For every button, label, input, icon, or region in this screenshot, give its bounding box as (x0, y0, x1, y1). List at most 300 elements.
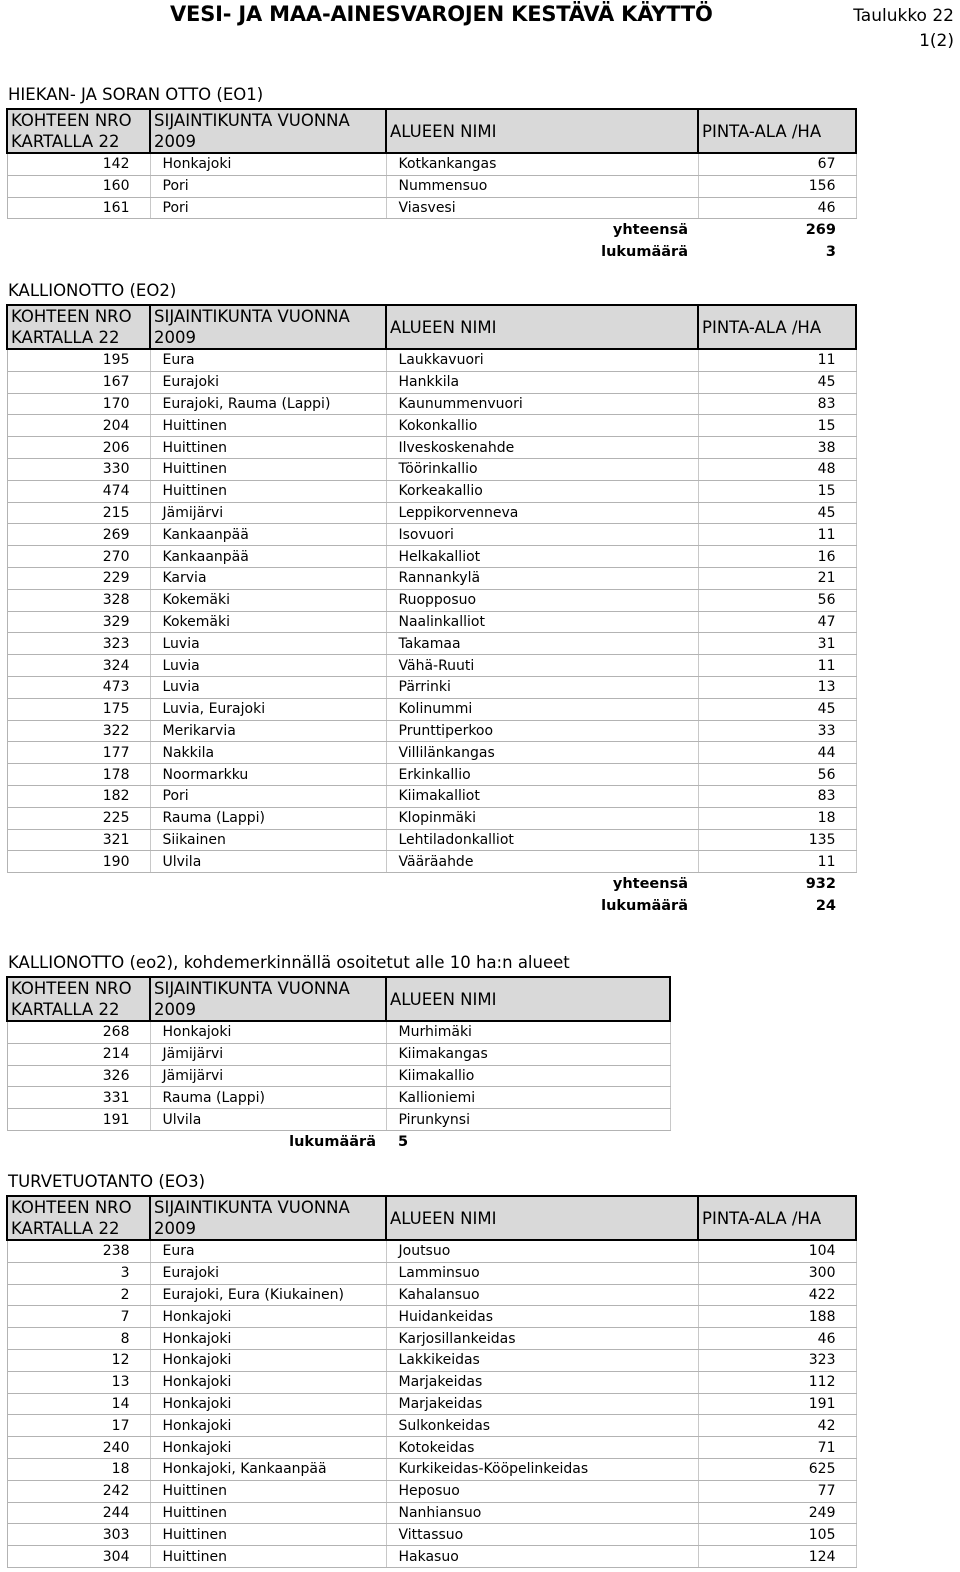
table-row (7, 785, 856, 807)
cell-pinta-ala: 124 (698, 1546, 856, 1568)
count-value: 24 (815, 897, 836, 914)
cell-alueen-nimi: Töörinkallio (386, 458, 698, 480)
header-kohteen-nro-line1: KOHTEEN NRO (11, 1198, 132, 1217)
cell-alueen-nimi: Kaunummenvuori (386, 393, 698, 415)
table-row (7, 349, 856, 371)
header-kohteen-nro (7, 305, 150, 349)
cell-sijaintikunta: Jämijärvi (150, 1043, 386, 1065)
cell-sijaintikunta: Pori (150, 785, 386, 807)
cell-kohteen-nro: 330 (7, 458, 150, 480)
cell-alueen-nimi: Kiimakallio (386, 1065, 670, 1087)
header-kohteen-nro-line1: KOHTEEN NRO (11, 111, 132, 130)
cell-pinta-ala: 191 (698, 1393, 856, 1415)
cell-pinta-ala: 44 (698, 742, 856, 764)
cell-kohteen-nro: 160 (7, 175, 150, 197)
cell-sijaintikunta: Ulvila (150, 851, 386, 873)
table-reference (853, 4, 954, 54)
table-row (7, 1371, 856, 1393)
cell-pinta-ala: 15 (698, 480, 856, 502)
cell-kohteen-nro: 195 (7, 349, 150, 371)
cell-kohteen-nro: 177 (7, 742, 150, 764)
cell-pinta-ala: 18 (698, 807, 856, 829)
header-kohteen-nro-line2: KARTALLA 22 (11, 328, 120, 347)
cell-kohteen-nro: 17 (7, 1415, 150, 1437)
table-eo1 (6, 108, 857, 263)
cell-sijaintikunta: Honkajoki (150, 1306, 386, 1328)
cell-sijaintikunta: Rauma (Lappi) (150, 1087, 386, 1109)
cell-alueen-nimi: Erkinkallio (386, 764, 698, 786)
header-sijaintikunta-line1: SIJAINTIKUNTA VUONNA (154, 979, 350, 998)
cell-sijaintikunta: Huittinen (150, 1524, 386, 1546)
cell-alueen-nimi: Kokonkallio (386, 415, 698, 437)
cell-sijaintikunta: Honkajoki, Kankaanpää (150, 1458, 386, 1480)
table-row (7, 829, 856, 851)
cell-alueen-nimi: Pärrinki (386, 676, 698, 698)
cell-kohteen-nro: 270 (7, 546, 150, 568)
header-sijaintikunta-line2: 2009 (154, 1219, 196, 1238)
cell-pinta-ala: 105 (698, 1524, 856, 1546)
table-row (7, 1240, 856, 1262)
cell-kohteen-nro: 328 (7, 589, 150, 611)
cell-kohteen-nro: 214 (7, 1043, 150, 1065)
cell-kohteen-nro: 474 (7, 480, 150, 502)
cell-kohteen-nro: 142 (7, 153, 150, 175)
cell-sijaintikunta: Kokemäki (150, 611, 386, 633)
table-row (7, 1087, 670, 1109)
cell-alueen-nimi: Kotokeidas (386, 1437, 698, 1459)
cell-sijaintikunta: Pori (150, 175, 386, 197)
table-row (7, 807, 856, 829)
cell-sijaintikunta: Kokemäki (150, 589, 386, 611)
cell-kohteen-nro: 170 (7, 393, 150, 415)
header-pinta-ala: PINTA-ALA /HA (698, 305, 856, 349)
cell-pinta-ala: 300 (698, 1262, 856, 1284)
cell-alueen-nimi: Pirunkynsi (386, 1109, 670, 1131)
table-row (7, 764, 856, 786)
cell-pinta-ala: 21 (698, 567, 856, 589)
cell-alueen-nimi: Lehtiladonkalliot (386, 829, 698, 851)
table-row (7, 480, 856, 502)
cell-kohteen-nro: 167 (7, 371, 150, 393)
document-title: VESI- JA MAA-AINESVAROJEN KESTÄVÄ KÄYTTÖ (170, 2, 713, 26)
table-row (7, 415, 856, 437)
header-sijaintikunta-line1: SIJAINTIKUNTA VUONNA (154, 1198, 350, 1217)
cell-alueen-nimi: Kiimakalliot (386, 785, 698, 807)
cell-pinta-ala: 11 (698, 851, 856, 873)
cell-alueen-nimi: Takamaa (386, 633, 698, 655)
total-label: yhteensä (612, 222, 688, 239)
cell-sijaintikunta: Eurajoki, Eura (Kiukainen) (150, 1284, 386, 1306)
header-pinta-ala: PINTA-ALA /HA (698, 109, 856, 153)
cell-sijaintikunta: Pori (150, 197, 386, 219)
cell-pinta-ala: 31 (698, 633, 856, 655)
cell-sijaintikunta: Honkajoki (150, 153, 386, 175)
cell-sijaintikunta: Merikarvia (150, 720, 386, 742)
cell-alueen-nimi: Helkakalliot (386, 546, 698, 568)
cell-sijaintikunta: Rauma (Lappi) (150, 807, 386, 829)
cell-alueen-nimi: Nanhiansuo (386, 1502, 698, 1524)
table-row (7, 1415, 856, 1437)
cell-sijaintikunta: Luvia (150, 633, 386, 655)
cell-pinta-ala: 156 (698, 175, 856, 197)
cell-sijaintikunta: Honkajoki (150, 1349, 386, 1371)
cell-sijaintikunta: Ulvila (150, 1109, 386, 1131)
table-row (7, 1065, 670, 1087)
table-row (7, 567, 856, 589)
cell-alueen-nimi: Murhimäki (386, 1021, 670, 1043)
cell-sijaintikunta: Siikainen (150, 829, 386, 851)
cell-sijaintikunta: Eura (150, 349, 386, 371)
table-row (7, 458, 856, 480)
cell-alueen-nimi: Kurkikeidas-Kööpelinkeidas (386, 1458, 698, 1480)
cell-sijaintikunta: Kankaanpää (150, 546, 386, 568)
cell-kohteen-nro: 268 (7, 1021, 150, 1043)
cell-pinta-ala: 16 (698, 546, 856, 568)
cell-sijaintikunta: Huittinen (150, 415, 386, 437)
cell-sijaintikunta: Karvia (150, 567, 386, 589)
count-row (7, 895, 856, 917)
count-label: lukumäärä (601, 243, 688, 260)
cell-kohteen-nro: 225 (7, 807, 150, 829)
table-row (7, 1393, 856, 1415)
cell-sijaintikunta: Noormarkku (150, 764, 386, 786)
cell-kohteen-nro: 215 (7, 502, 150, 524)
table-eo2 (6, 304, 857, 916)
cell-alueen-nimi: Vääräahde (386, 851, 698, 873)
table-row (7, 1480, 856, 1502)
table-row (7, 393, 856, 415)
summary-spacer (150, 873, 386, 895)
page-number: 1(2) (919, 31, 954, 51)
total-value: 932 (805, 875, 836, 892)
table-label: Taulukko 22 (853, 6, 954, 26)
cell-kohteen-nro: 190 (7, 851, 150, 873)
header-kohteen-nro-line2: KARTALLA 22 (11, 1000, 120, 1019)
table-row (7, 655, 856, 677)
table-eo2-small (6, 976, 671, 1153)
cell-pinta-ala: 11 (698, 655, 856, 677)
cell-kohteen-nro: 7 (7, 1306, 150, 1328)
cell-alueen-nimi: Hankkila (386, 371, 698, 393)
count-label: lukumäärä (601, 897, 688, 914)
cell-sijaintikunta: Huittinen (150, 437, 386, 459)
header-alueen-nimi: ALUEEN NIMI (386, 977, 670, 1021)
cell-pinta-ala: 56 (698, 589, 856, 611)
table-row (7, 1306, 856, 1328)
total-row (7, 873, 856, 895)
cell-alueen-nimi: Naalinkalliot (386, 611, 698, 633)
table-row (7, 1021, 670, 1043)
header-kohteen-nro-line2: KARTALLA 22 (11, 1219, 120, 1238)
cell-kohteen-nro: 2 (7, 1284, 150, 1306)
cell-pinta-ala: 77 (698, 1480, 856, 1502)
cell-kohteen-nro: 14 (7, 1393, 150, 1415)
cell-pinta-ala: 45 (698, 371, 856, 393)
table-row (7, 1524, 856, 1546)
summary-spacer (150, 219, 386, 241)
cell-sijaintikunta: Huittinen (150, 480, 386, 502)
summary-spacer (7, 219, 150, 241)
table-row (7, 153, 856, 175)
header-sijaintikunta-line1: SIJAINTIKUNTA VUONNA (154, 307, 350, 326)
cell-sijaintikunta: Huittinen (150, 1480, 386, 1502)
table-header-row (7, 305, 856, 349)
cell-pinta-ala: 112 (698, 1371, 856, 1393)
cell-alueen-nimi: Lamminsuo (386, 1262, 698, 1284)
cell-alueen-nimi: Villilänkangas (386, 742, 698, 764)
cell-pinta-ala: 249 (698, 1502, 856, 1524)
cell-sijaintikunta: Nakkila (150, 742, 386, 764)
cell-pinta-ala: 422 (698, 1284, 856, 1306)
cell-kohteen-nro: 13 (7, 1371, 150, 1393)
cell-kohteen-nro: 206 (7, 437, 150, 459)
summary-spacer (150, 241, 386, 263)
summary-spacer (7, 1130, 150, 1152)
cell-kohteen-nro: 473 (7, 676, 150, 698)
cell-sijaintikunta: Luvia (150, 676, 386, 698)
table-row (7, 611, 856, 633)
table-row (7, 197, 856, 219)
cell-pinta-ala: 38 (698, 437, 856, 459)
cell-alueen-nimi: Kotkankangas (386, 153, 698, 175)
cell-kohteen-nro: 182 (7, 785, 150, 807)
header-sijaintikunta (150, 977, 386, 1021)
section-title-eo1: HIEKAN- JA SORAN OTTO (EO1) (8, 85, 264, 104)
cell-pinta-ala: 48 (698, 458, 856, 480)
count-row (7, 1130, 670, 1152)
table-row (7, 437, 856, 459)
cell-kohteen-nro: 238 (7, 1240, 150, 1262)
header-kohteen-nro-line1: KOHTEEN NRO (11, 979, 132, 998)
cell-pinta-ala: 56 (698, 764, 856, 786)
cell-pinta-ala: 323 (698, 1349, 856, 1371)
cell-pinta-ala: 33 (698, 720, 856, 742)
cell-pinta-ala: 45 (698, 698, 856, 720)
cell-alueen-nimi: Hakasuo (386, 1546, 698, 1568)
cell-kohteen-nro: 229 (7, 567, 150, 589)
cell-alueen-nimi: Kiimakangas (386, 1043, 670, 1065)
header-kohteen-nro (7, 109, 150, 153)
cell-sijaintikunta: Honkajoki (150, 1393, 386, 1415)
cell-sijaintikunta: Eurajoki (150, 1262, 386, 1284)
cell-alueen-nimi: Korkeakallio (386, 480, 698, 502)
cell-alueen-nimi: Kolinummi (386, 698, 698, 720)
cell-sijaintikunta: Eura (150, 1240, 386, 1262)
cell-kohteen-nro: 12 (7, 1349, 150, 1371)
header-kohteen-nro-line2: KARTALLA 22 (11, 132, 120, 151)
header-kohteen-nro (7, 1196, 150, 1240)
summary-spacer (7, 241, 150, 263)
total-value: 269 (805, 222, 836, 239)
table-row (7, 502, 856, 524)
table-row (7, 371, 856, 393)
header-sijaintikunta (150, 109, 386, 153)
cell-alueen-nimi: Marjakeidas (386, 1371, 698, 1393)
cell-sijaintikunta: Eurajoki (150, 371, 386, 393)
cell-pinta-ala: 83 (698, 785, 856, 807)
table-row (7, 1349, 856, 1371)
table-row (7, 633, 856, 655)
cell-sijaintikunta: Jämijärvi (150, 1065, 386, 1087)
cell-pinta-ala: 67 (698, 153, 856, 175)
table-header-row (7, 1196, 856, 1240)
cell-alueen-nimi: Rannankylä (386, 567, 698, 589)
cell-pinta-ala: 625 (698, 1458, 856, 1480)
cell-pinta-ala: 46 (698, 1328, 856, 1350)
cell-alueen-nimi: Laukkavuori (386, 349, 698, 371)
table-header-row (7, 109, 856, 153)
cell-pinta-ala: 47 (698, 611, 856, 633)
cell-alueen-nimi: Leppikorvenneva (386, 502, 698, 524)
table-row (7, 1458, 856, 1480)
cell-alueen-nimi: Isovuori (386, 524, 698, 546)
cell-alueen-nimi: Nummensuo (386, 175, 698, 197)
table-eo3 (6, 1195, 857, 1568)
cell-sijaintikunta: Honkajoki (150, 1021, 386, 1043)
cell-alueen-nimi: Klopinmäki (386, 807, 698, 829)
cell-pinta-ala: 71 (698, 1437, 856, 1459)
cell-kohteen-nro: 269 (7, 524, 150, 546)
summary-spacer (7, 873, 150, 895)
cell-kohteen-nro: 204 (7, 415, 150, 437)
cell-alueen-nimi: Heposuo (386, 1480, 698, 1502)
cell-sijaintikunta: Honkajoki (150, 1328, 386, 1350)
cell-pinta-ala: 46 (698, 197, 856, 219)
cell-kohteen-nro: 304 (7, 1546, 150, 1568)
cell-pinta-ala: 11 (698, 524, 856, 546)
cell-alueen-nimi: Prunttiperkoo (386, 720, 698, 742)
cell-kohteen-nro: 191 (7, 1109, 150, 1131)
summary-spacer (150, 895, 386, 917)
table-row (7, 1109, 670, 1131)
cell-alueen-nimi: Ilveskoskenahde (386, 437, 698, 459)
cell-kohteen-nro: 326 (7, 1065, 150, 1087)
table-row (7, 720, 856, 742)
cell-alueen-nimi: Vittassuo (386, 1524, 698, 1546)
header-sijaintikunta-line2: 2009 (154, 1000, 196, 1019)
cell-alueen-nimi: Kahalansuo (386, 1284, 698, 1306)
table-row (7, 524, 856, 546)
count-row (7, 241, 856, 263)
header-sijaintikunta-line2: 2009 (154, 328, 196, 347)
cell-sijaintikunta: Huittinen (150, 1546, 386, 1568)
cell-kohteen-nro: 323 (7, 633, 150, 655)
header-pinta-ala: PINTA-ALA /HA (698, 1196, 856, 1240)
count-label: lukumäärä (289, 1133, 376, 1150)
cell-kohteen-nro: 331 (7, 1087, 150, 1109)
cell-pinta-ala: 188 (698, 1306, 856, 1328)
cell-alueen-nimi: Huidankeidas (386, 1306, 698, 1328)
header-alueen-nimi: ALUEEN NIMI (386, 1196, 698, 1240)
cell-alueen-nimi: Sulkonkeidas (386, 1415, 698, 1437)
cell-pinta-ala: 45 (698, 502, 856, 524)
table-header-row (7, 977, 670, 1021)
table-row (7, 1043, 670, 1065)
cell-kohteen-nro: 321 (7, 829, 150, 851)
cell-sijaintikunta: Kankaanpää (150, 524, 386, 546)
header-sijaintikunta (150, 305, 386, 349)
cell-alueen-nimi: Vähä-Ruuti (386, 655, 698, 677)
cell-sijaintikunta: Honkajoki (150, 1437, 386, 1459)
header-alueen-nimi: ALUEEN NIMI (386, 305, 698, 349)
header-kohteen-nro-line1: KOHTEEN NRO (11, 307, 132, 326)
table-row (7, 742, 856, 764)
cell-alueen-nimi: Joutsuo (386, 1240, 698, 1262)
table-row (7, 676, 856, 698)
table-row (7, 1284, 856, 1306)
cell-alueen-nimi: Ruopposuo (386, 589, 698, 611)
count-value: 3 (825, 243, 836, 260)
header-sijaintikunta-line2: 2009 (154, 132, 196, 151)
cell-kohteen-nro: 244 (7, 1502, 150, 1524)
table-row (7, 546, 856, 568)
cell-pinta-ala: 15 (698, 415, 856, 437)
section-title-eo2-small: KALLIONOTTO (eo2), kohdemerkinnällä osoitetut alle 10 ha:n alueet (8, 953, 570, 972)
cell-sijaintikunta: Luvia (150, 655, 386, 677)
cell-kohteen-nro: 8 (7, 1328, 150, 1350)
cell-kohteen-nro: 3 (7, 1262, 150, 1284)
cell-alueen-nimi: Kallioniemi (386, 1087, 670, 1109)
total-row (7, 219, 856, 241)
table-row (7, 698, 856, 720)
table-row (7, 1262, 856, 1284)
table-row (7, 175, 856, 197)
cell-alueen-nimi: Viasvesi (386, 197, 698, 219)
cell-sijaintikunta: Jämijärvi (150, 502, 386, 524)
header-sijaintikunta-line1: SIJAINTIKUNTA VUONNA (154, 111, 350, 130)
cell-kohteen-nro: 322 (7, 720, 150, 742)
cell-alueen-nimi: Lakkikeidas (386, 1349, 698, 1371)
cell-sijaintikunta: Eurajoki, Rauma (Lappi) (150, 393, 386, 415)
cell-kohteen-nro: 324 (7, 655, 150, 677)
cell-kohteen-nro: 303 (7, 1524, 150, 1546)
cell-pinta-ala: 135 (698, 829, 856, 851)
cell-kohteen-nro: 329 (7, 611, 150, 633)
total-label: yhteensä (612, 875, 688, 892)
cell-alueen-nimi: Karjosillankeidas (386, 1328, 698, 1350)
cell-pinta-ala: 13 (698, 676, 856, 698)
header-alueen-nimi: ALUEEN NIMI (386, 109, 698, 153)
cell-sijaintikunta: Huittinen (150, 458, 386, 480)
table-row (7, 1437, 856, 1459)
cell-sijaintikunta: Huittinen (150, 1502, 386, 1524)
cell-kohteen-nro: 240 (7, 1437, 150, 1459)
table-row (7, 1328, 856, 1350)
cell-pinta-ala: 104 (698, 1240, 856, 1262)
section-title-eo2: KALLIONOTTO (EO2) (8, 281, 177, 300)
cell-alueen-nimi: Marjakeidas (386, 1393, 698, 1415)
cell-sijaintikunta: Honkajoki (150, 1371, 386, 1393)
cell-sijaintikunta: Honkajoki (150, 1415, 386, 1437)
count-value: 5 (398, 1133, 409, 1150)
cell-sijaintikunta: Luvia, Eurajoki (150, 698, 386, 720)
header-kohteen-nro (7, 977, 150, 1021)
section-title-eo3: TURVETUOTANTO (EO3) (8, 1172, 206, 1191)
table-row (7, 1546, 856, 1568)
cell-pinta-ala: 42 (698, 1415, 856, 1437)
header-sijaintikunta (150, 1196, 386, 1240)
cell-kohteen-nro: 161 (7, 197, 150, 219)
cell-kohteen-nro: 175 (7, 698, 150, 720)
cell-kohteen-nro: 18 (7, 1458, 150, 1480)
cell-pinta-ala: 11 (698, 349, 856, 371)
cell-pinta-ala: 83 (698, 393, 856, 415)
cell-kohteen-nro: 178 (7, 764, 150, 786)
cell-kohteen-nro: 242 (7, 1480, 150, 1502)
table-row (7, 851, 856, 873)
table-row (7, 1502, 856, 1524)
summary-spacer (7, 895, 150, 917)
